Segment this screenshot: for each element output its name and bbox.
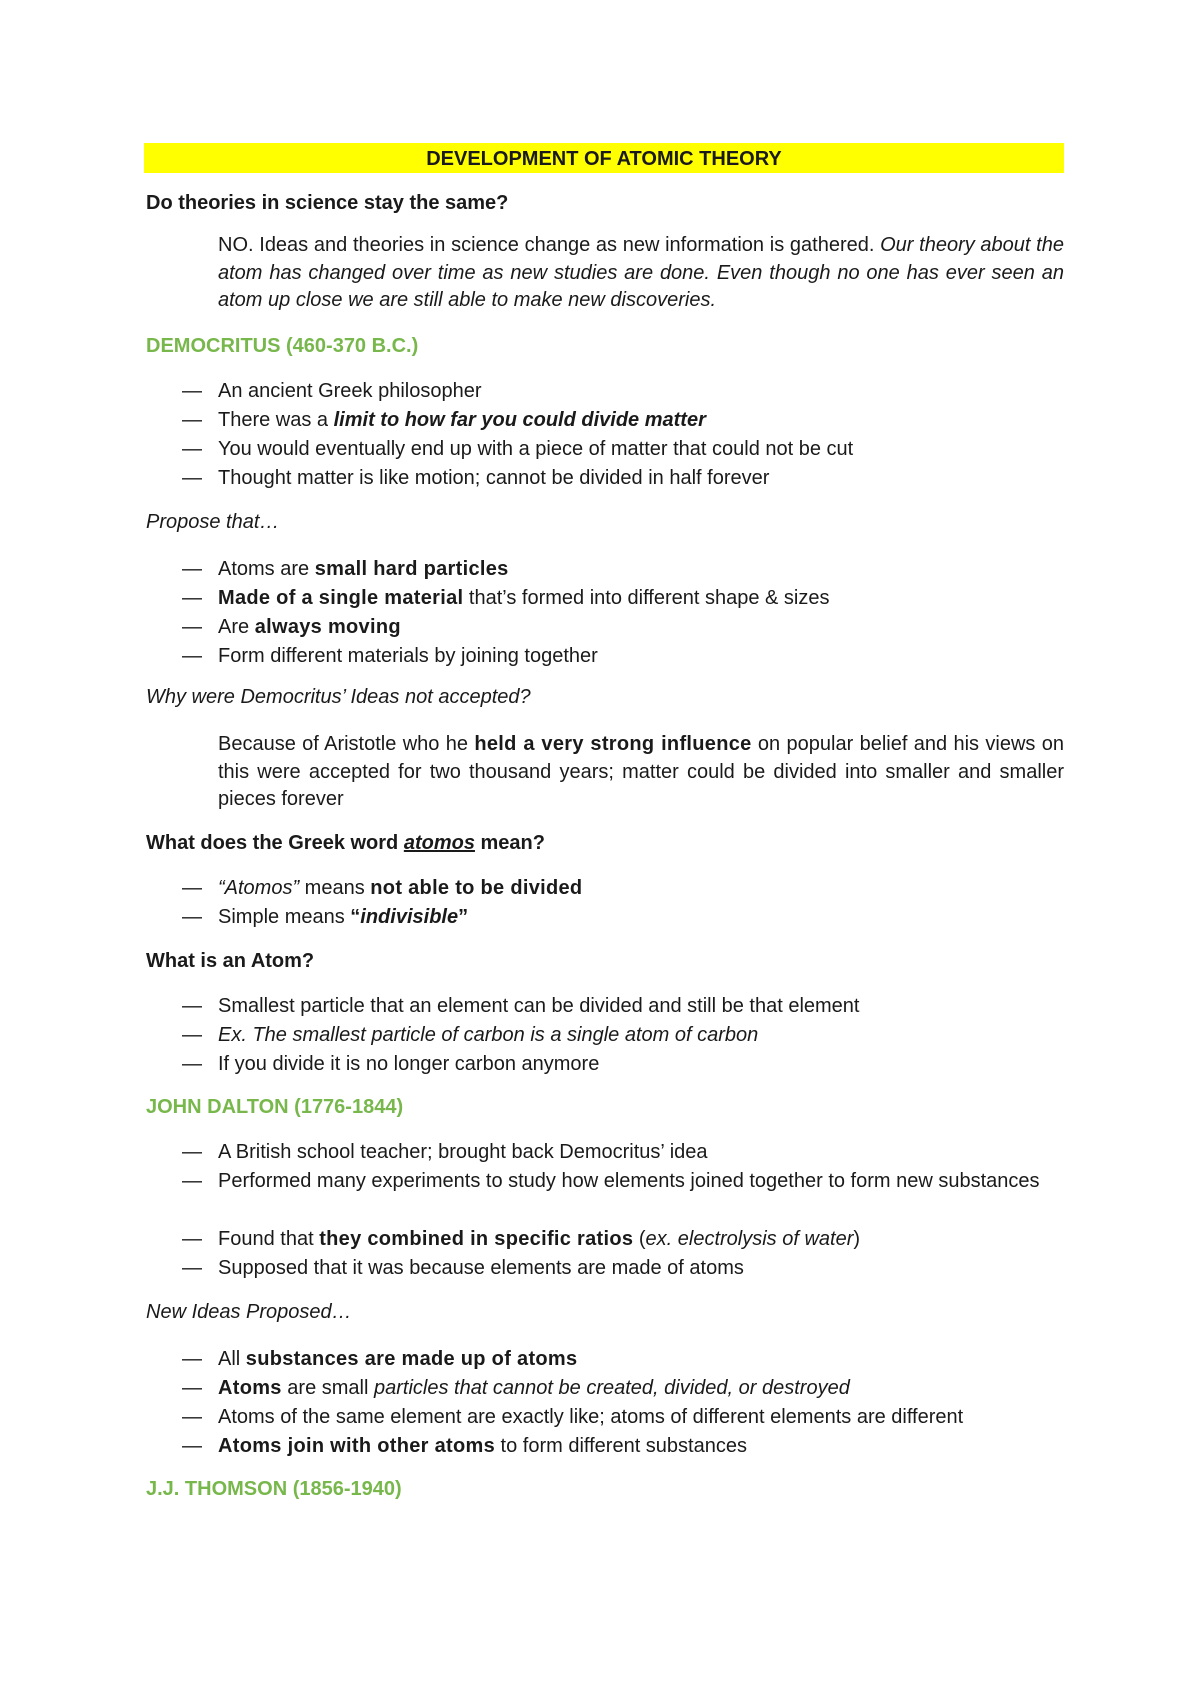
item-text-italic: “Atomos” (218, 877, 300, 899)
dash-bullet: — (182, 1053, 202, 1075)
item-text-bold: Atoms (218, 1377, 282, 1399)
dash-bullet: — (182, 1348, 202, 1370)
why-paragraph (218, 731, 1064, 814)
question-atom: What is an Atom? (146, 950, 315, 972)
dash-bullet: — (182, 409, 202, 431)
paren-close: ) (853, 1228, 861, 1250)
item-text-bold: always moving (254, 616, 401, 638)
item-text-bold: not able to be divided (370, 877, 583, 899)
item-text (218, 584, 1064, 612)
dash-bullet: — (182, 438, 202, 460)
item-text (218, 1374, 1064, 1402)
item-text (218, 555, 1064, 583)
item-text-bold: small hard particles (314, 558, 509, 580)
dash-bullet: — (182, 1141, 202, 1163)
dash-bullet: — (182, 995, 202, 1017)
paren-open: ( (633, 1228, 646, 1250)
open-quote: “ (350, 906, 361, 928)
heading-democritus: DEMOCRITUS (460-370 B.C.) (146, 335, 419, 357)
dash-bullet: — (182, 877, 202, 899)
q-text-c: mean? (474, 832, 545, 854)
heading-thomson: J.J. THOMSON (1856-1940) (146, 1478, 402, 1500)
item-text: Smallest particle that an element can be divided and still be that element (218, 995, 860, 1017)
item-text: If you divide it is no longer carbon anymore (218, 1053, 600, 1075)
dash-bullet: — (182, 558, 202, 580)
item-text-b: that’s formed into different shape & sizes (463, 587, 830, 609)
item-text-emphasis: limit to how far you could divide matter (333, 409, 706, 431)
item-text-a: Found that (218, 1228, 320, 1250)
intro-italic-text: Our theory about the atom has changed over time as new studies are done. Even though no one has ever seen an atom up close we are still able to make new discoveries. (218, 234, 1064, 311)
close-quote: ” (458, 906, 469, 928)
item-text-italic: ex. electrolysis of water (645, 1228, 854, 1250)
dash-bullet: — (182, 587, 202, 609)
dash-bullet: — (182, 616, 202, 638)
intro-text: NO. Ideas and theories in science change as new information is gathered. (218, 234, 881, 256)
dash-bullet: — (182, 467, 202, 489)
question-theories: Do theories in science stay the same? (146, 192, 509, 214)
q-text-atomos: atomos (403, 832, 475, 854)
item-text-b: means (299, 877, 371, 899)
item-text (218, 1345, 1064, 1373)
why-text-bold: held a very strong influence (474, 733, 752, 755)
item-text-b: are small (281, 1377, 374, 1399)
new-ideas-label: New Ideas Proposed… (146, 1301, 352, 1323)
item-text-a: Simple means (218, 906, 351, 928)
item-text: A British school teacher; brought back Democritus’ idea (218, 1141, 708, 1163)
item-text (218, 406, 1064, 434)
dash-bullet: — (182, 1406, 202, 1428)
item-text-a: Are (218, 616, 255, 638)
item-text: An ancient Greek philosopher (218, 380, 482, 402)
why-text-a: Because of Aristotle who he (218, 733, 475, 755)
dash-bullet: — (182, 906, 202, 928)
item-text-bold: they combined in specific ratios (319, 1228, 634, 1250)
dash-bullet: — (182, 1228, 202, 1250)
item-text-bold: Made of a single material (218, 587, 464, 609)
propose-label: Propose that… (146, 511, 280, 533)
item-text: Performed many experiments to study how elements joined together to form new substances (218, 1170, 1040, 1192)
item-text-b: to form different substances (495, 1435, 747, 1457)
item-text (218, 613, 1064, 641)
item-text (218, 874, 1064, 902)
item-text-a: There was a (218, 409, 334, 431)
item-text: Atoms of the same element are exactly like; atoms of different elements are different (218, 1406, 964, 1428)
dash-bullet: — (182, 1257, 202, 1279)
item-text (218, 903, 1064, 931)
dash-bullet: — (182, 1377, 202, 1399)
item-text-a: Atoms are (218, 558, 315, 580)
item-text: Supposed that it was because elements are made of atoms (218, 1257, 744, 1279)
q-text-a: What does the Greek word (146, 832, 404, 854)
question-atomos (146, 832, 545, 855)
item-text: You would eventually end up with a piece of matter that could not be cut (218, 438, 854, 460)
intro-paragraph (218, 232, 1064, 315)
item-text (218, 1225, 1064, 1253)
item-text-bold: Atoms join with other atoms (218, 1435, 495, 1457)
item-text: Thought matter is like motion; cannot be divided in half forever (218, 467, 770, 489)
item-text-a: All (218, 1348, 246, 1370)
item-text-italic: particles that cannot be created, divided, or destroyed (373, 1377, 850, 1399)
dash-bullet: — (182, 645, 202, 667)
dash-bullet: — (182, 1435, 202, 1457)
item-text: Form different materials by joining together (218, 645, 598, 667)
dash-bullet: — (182, 1024, 202, 1046)
item-text-bold: substances are made up of atoms (245, 1348, 578, 1370)
why-question: Why were Democritus’ Ideas not accepted? (146, 686, 531, 708)
item-text (218, 1432, 1064, 1460)
page-title: DEVELOPMENT OF ATOMIC THEORY (144, 143, 1064, 173)
dash-bullet: — (182, 1170, 202, 1192)
item-text: Ex. The smallest particle of carbon is a single atom of carbon (218, 1024, 759, 1046)
why-text-c: on popular belief and his views on this were accepted for two thousand years; matter could be divided into smaller and smaller pieces forever (218, 733, 1065, 810)
dash-bullet: — (182, 380, 202, 402)
heading-dalton: JOHN DALTON (1776-1844) (146, 1096, 404, 1118)
item-text-emphasis: indivisible (360, 906, 459, 928)
